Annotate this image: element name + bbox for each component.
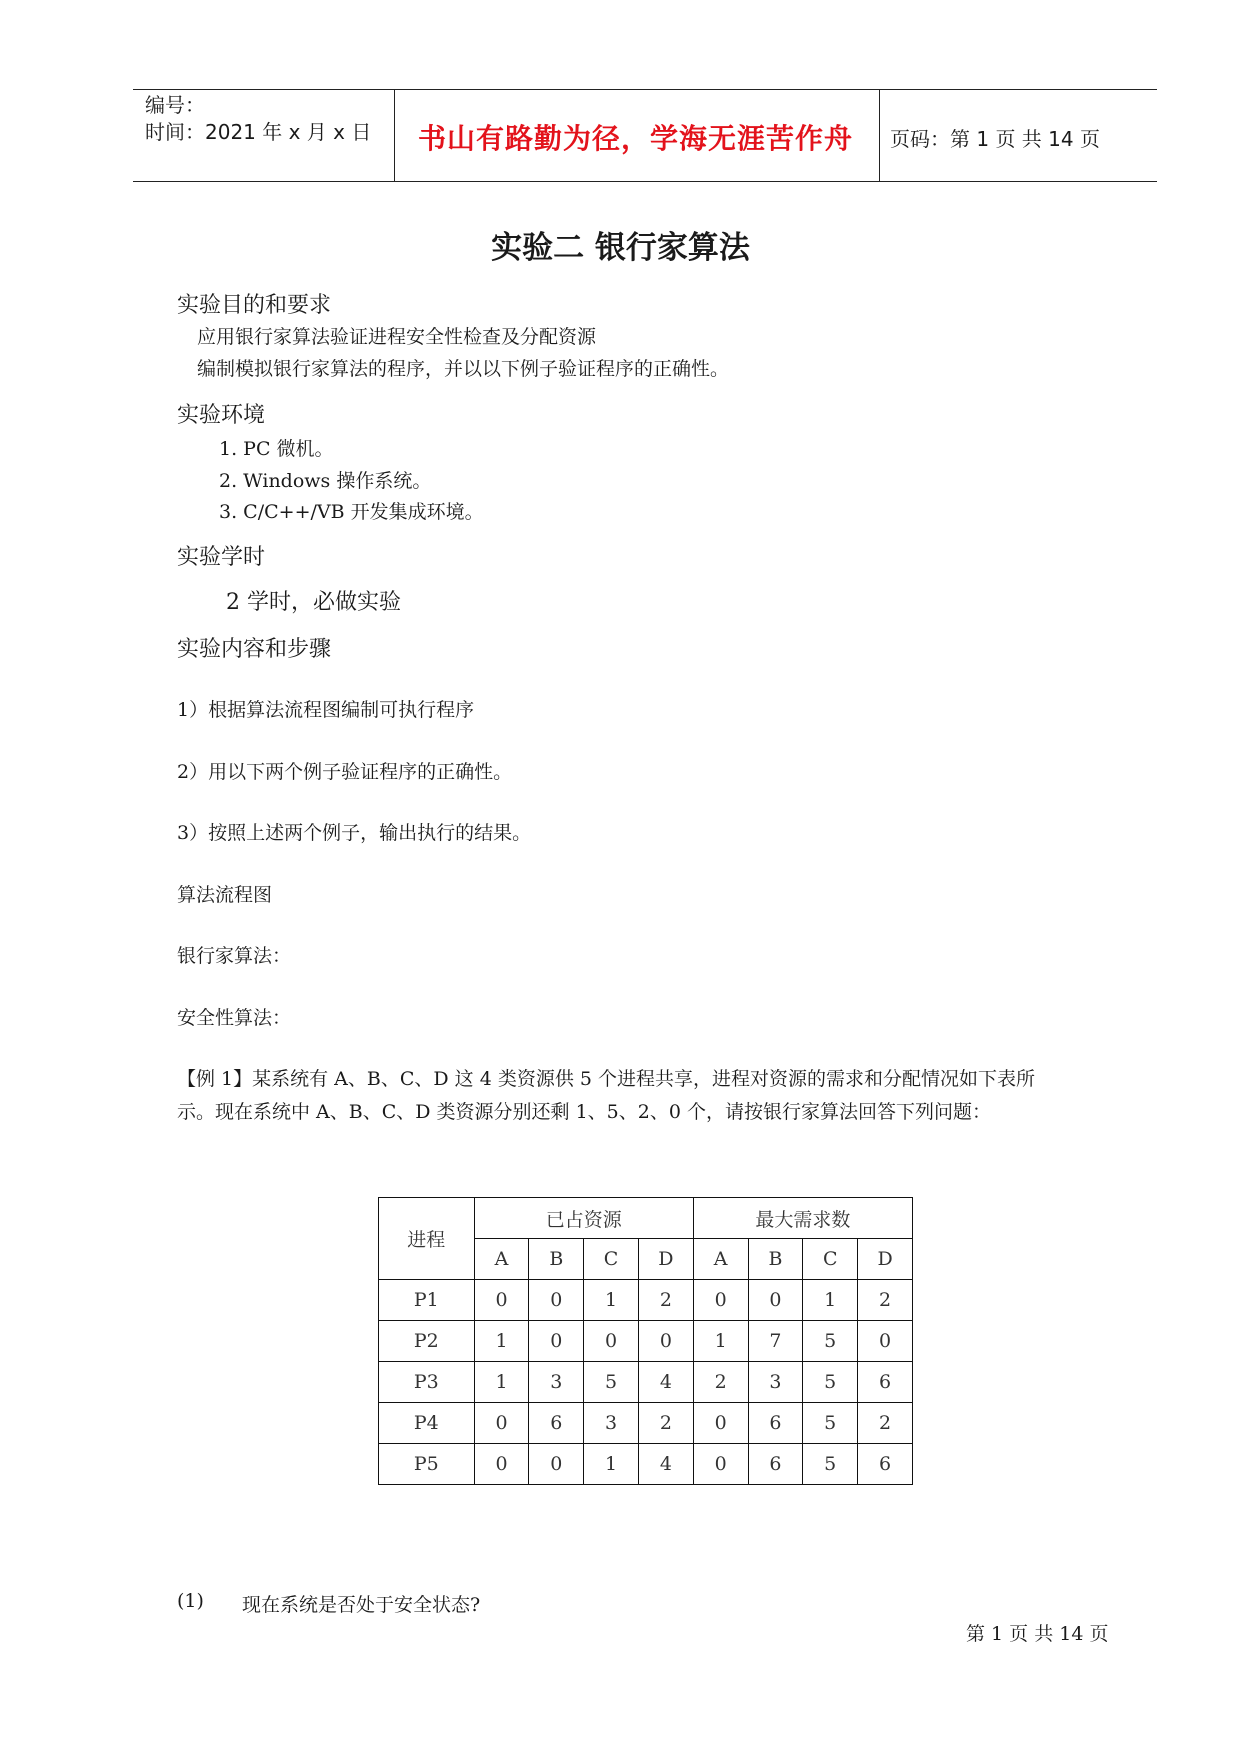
table-cell: 5 xyxy=(803,1403,858,1444)
table-row xyxy=(379,1444,913,1485)
page-footer: 第 1 页 共 14 页 xyxy=(966,1623,1109,1645)
table-cell: 6 xyxy=(858,1444,913,1485)
table-cell: 0 xyxy=(474,1280,529,1321)
table-col-max-a: A xyxy=(693,1239,748,1280)
purpose-line-2: 编制模拟银行家算法的程序，并以以下例子验证程序的正确性。 xyxy=(197,358,730,380)
table-cell-process: P5 xyxy=(379,1444,475,1485)
table-cell: 5 xyxy=(803,1362,858,1403)
header-top-rule xyxy=(133,89,1157,90)
table-cell: 0 xyxy=(529,1321,584,1362)
example-line-1: 【例 1】某系统有 A、B、C、D 这 4 类资源供 5 个进程共享，进程对资源的需求和分配情况如下表所 xyxy=(177,1068,1035,1090)
table-cell: 0 xyxy=(584,1321,639,1362)
header-serial: 编号： xyxy=(145,93,205,117)
safety-label: 安全性算法： xyxy=(177,1007,292,1029)
table-cell: 6 xyxy=(529,1403,584,1444)
table-header-process: 进程 xyxy=(379,1198,475,1280)
table-cell: 5 xyxy=(803,1444,858,1485)
banker-label: 银行家算法： xyxy=(177,945,292,967)
table-cell: 0 xyxy=(529,1280,584,1321)
header-motto: 书山有路勤为径，学海无涯苦作舟 xyxy=(418,122,854,155)
table-cell: 0 xyxy=(858,1321,913,1362)
table-cell-process: P4 xyxy=(379,1403,475,1444)
heading-purpose: 实验目的和要求 xyxy=(177,293,332,318)
table-cell: 6 xyxy=(858,1362,913,1403)
table-cell: 1 xyxy=(584,1444,639,1485)
table-cell: 1 xyxy=(474,1362,529,1403)
purpose-line-1: 应用银行家算法验证进程安全性检查及分配资源 xyxy=(197,326,597,348)
table-cell: 2 xyxy=(638,1280,693,1321)
table-row xyxy=(379,1280,913,1321)
table-cell: 0 xyxy=(474,1444,529,1485)
table-cell: 1 xyxy=(474,1321,529,1362)
table-col-max-c: C xyxy=(803,1239,858,1280)
table-cell: 5 xyxy=(584,1362,639,1403)
table-cell: 6 xyxy=(748,1444,803,1485)
table-cell: 3 xyxy=(748,1362,803,1403)
table-cell: 4 xyxy=(638,1444,693,1485)
table-col-max-b: B xyxy=(748,1239,803,1280)
table-cell: 4 xyxy=(638,1362,693,1403)
table-cell: 2 xyxy=(693,1362,748,1403)
table-cell: 0 xyxy=(638,1321,693,1362)
content-step-2: 2）用以下两个例子验证程序的正确性。 xyxy=(177,761,513,783)
header-page-info: 页码：第 1 页 共 14 页 xyxy=(890,127,1100,151)
header-divider-right xyxy=(879,89,880,182)
table-cell-process: P2 xyxy=(379,1321,475,1362)
table-cell: 5 xyxy=(803,1321,858,1362)
table-col-alloc-c: C xyxy=(584,1239,639,1280)
heading-environment: 实验环境 xyxy=(177,403,266,428)
environment-item-2: 2. Windows 操作系统。 xyxy=(219,470,432,492)
table-header-allocated: 已占资源 xyxy=(474,1198,693,1239)
header-time: 时间：2021 年 x 月 x 日 xyxy=(145,120,372,144)
header-bottom-rule xyxy=(133,181,1157,182)
document-title: 实验二 银行家算法 xyxy=(491,230,750,266)
table-cell: 3 xyxy=(529,1362,584,1403)
table-col-alloc-b: B xyxy=(529,1239,584,1280)
table-row xyxy=(379,1403,913,1444)
content-step-3: 3）按照上述两个例子，输出执行的结果。 xyxy=(177,822,532,844)
table-cell: 2 xyxy=(858,1403,913,1444)
heading-hours: 实验学时 xyxy=(177,545,266,570)
table-header-max: 最大需求数 xyxy=(693,1198,912,1239)
table-col-alloc-d: D xyxy=(638,1239,693,1280)
table-cell: 7 xyxy=(748,1321,803,1362)
table-cell: 3 xyxy=(584,1403,639,1444)
flowchart-label: 算法流程图 xyxy=(177,884,273,906)
question-1-text: 现在系统是否处于安全状态? xyxy=(242,1594,481,1616)
environment-item-1: 1. PC 微机。 xyxy=(219,438,334,460)
header-divider-left xyxy=(394,89,395,182)
table-row xyxy=(379,1321,913,1362)
resource-table xyxy=(378,1197,913,1485)
example-line-2: 示。现在系统中 A、B、C、D 类资源分别还剩 1、5、2、0 个，请按银行家算法回答下列问题： xyxy=(177,1101,991,1123)
hours-text: 2 学时，必做实验 xyxy=(226,590,401,615)
environment-item-3: 3. C/C++/VB 开发集成环境。 xyxy=(219,501,484,523)
table-col-alloc-a: A xyxy=(474,1239,529,1280)
question-1-number: (1) xyxy=(177,1590,204,1612)
table-cell: 0 xyxy=(529,1444,584,1485)
table-cell: 0 xyxy=(474,1403,529,1444)
table-cell-process: P1 xyxy=(379,1280,475,1321)
table-cell: 1 xyxy=(693,1321,748,1362)
table-cell: 2 xyxy=(858,1280,913,1321)
table-cell-process: P3 xyxy=(379,1362,475,1403)
table-cell: 6 xyxy=(748,1403,803,1444)
heading-content: 实验内容和步骤 xyxy=(177,637,332,662)
table-cell: 0 xyxy=(693,1403,748,1444)
content-step-1: 1）根据算法流程图编制可执行程序 xyxy=(177,699,475,721)
table-cell: 2 xyxy=(638,1403,693,1444)
table-col-max-d: D xyxy=(858,1239,913,1280)
table-cell: 1 xyxy=(584,1280,639,1321)
table-cell: 0 xyxy=(693,1444,748,1485)
table-row xyxy=(379,1362,913,1403)
table-cell: 0 xyxy=(748,1280,803,1321)
table-cell: 0 xyxy=(693,1280,748,1321)
table-cell: 1 xyxy=(803,1280,858,1321)
